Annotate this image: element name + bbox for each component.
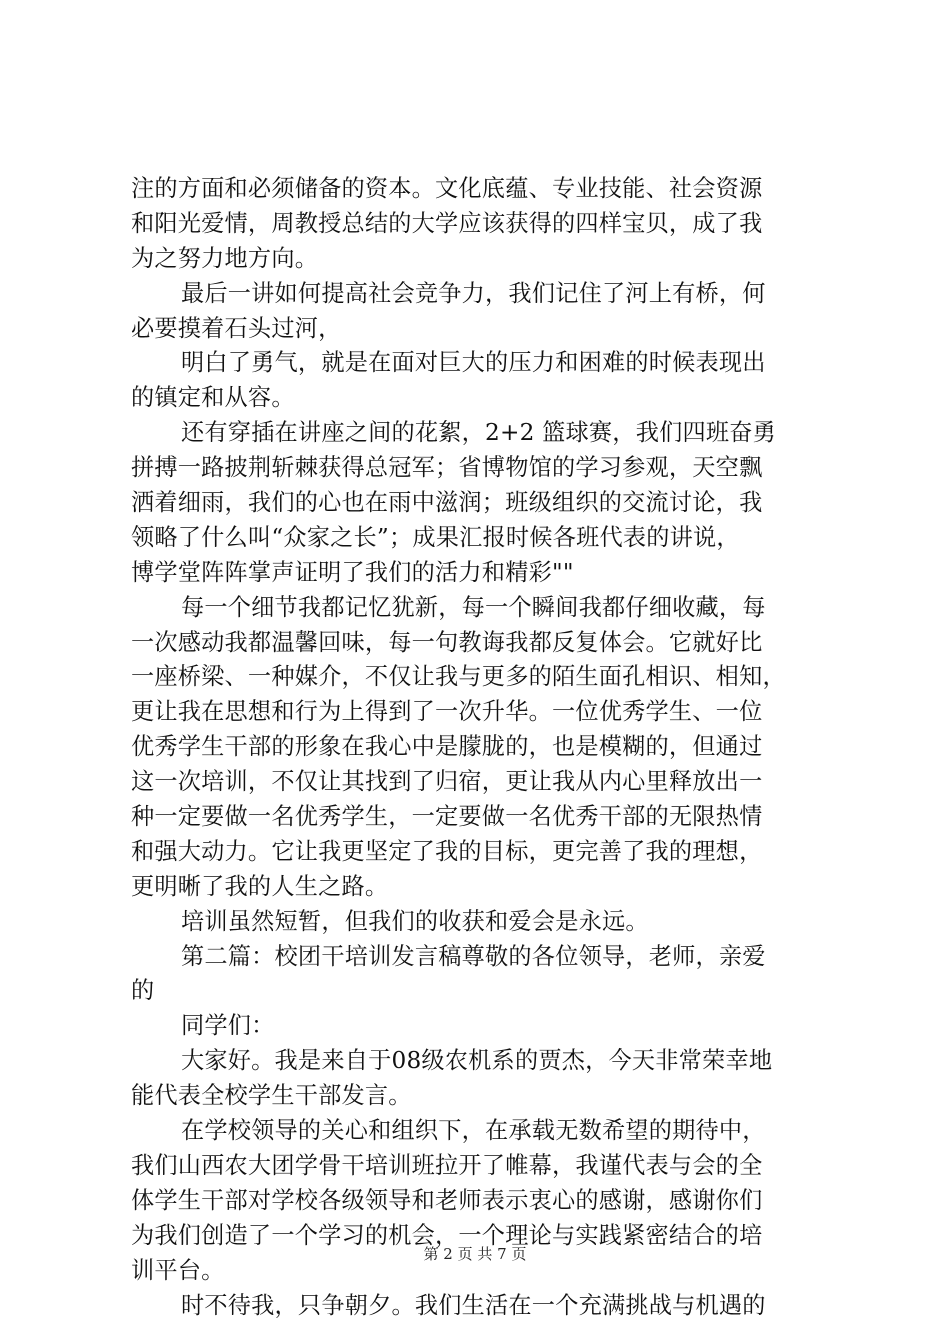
text-line: 和强大动力。它让我更坚定了我的目标，更完善了我的理想，: [131, 837, 763, 865]
text-line: 一座桥梁、一种媒介，不仅让我与更多的陌生面孔相识、相知，: [131, 663, 786, 691]
text-line: 的镇定和从容。: [131, 384, 295, 412]
text-line: 注的方面和必须储备的资本。文化底蕴、专业技能、社会资源: [131, 175, 763, 202]
text-line: 的: [131, 977, 155, 1005]
text-line: 和阳光爱情，周教授总结的大学应该获得的四样宝贝，成了我: [131, 209, 763, 237]
text-line: 在学校领导的关心和组织下，在承载无数希望的期待中，: [181, 1117, 766, 1145]
text-line: 训平台。: [131, 1256, 225, 1284]
text-line: 体学生干部对学校各级领导和老师表示衷心的感谢，感谢你们: [131, 1186, 763, 1214]
page-footer: 第 2 页 共 7 页: [423, 1245, 527, 1263]
text-line: 我们山西农大团学骨干培训班拉开了帷幕，我谨代表与会的全: [131, 1151, 763, 1179]
text-line: 领略了什么叫“众家之长”；成果汇报时候各班代表的讲说，: [131, 523, 740, 551]
text-line: 大家好。我是来自于08级农机系的贾杰，今天非常荣幸地: [181, 1047, 773, 1075]
text-line: 优秀学生干部的形象在我心中是朦胧的，也是模糊的，但通过: [131, 733, 763, 761]
text-line: 为之努力地方向。: [131, 244, 319, 272]
text-line: 还有穿插在讲座之间的花絮，2+2 篮球赛，我们四班奋勇: [181, 419, 777, 447]
text-line: 更明晰了我的人生之路。: [131, 872, 389, 900]
text-line: 更让我在思想和行为上得到了一次升华。一位优秀学生、一位: [131, 698, 763, 726]
text-line: 时不待我，只争朝夕。我们生活在一个充满挑战与机遇的: [181, 1291, 766, 1319]
text-line: 为我们创造了一个学习的机会，一个理论与实践紧密结合的培: [131, 1221, 763, 1249]
text-line: 一次感动我都温馨回味，每一句教诲我都反复体会。它就好比: [131, 628, 763, 656]
text-line: 种一定要做一名优秀学生，一定要做一名优秀干部的无限热情: [131, 803, 763, 831]
text-line: 第二篇：校团干培训发言稿尊敬的各位领导，老师，亲爱: [181, 942, 766, 970]
text-line: 每一个细节我都记忆犹新，每一个瞬间我都仔细收藏，每: [181, 593, 766, 621]
text-line: 博学堂阵阵掌声证明了我们的活力和精彩"": [131, 558, 574, 586]
text-line: 明白了勇气，就是在面对巨大的压力和困难的时候表现出: [181, 349, 766, 377]
text-line: 必要摸着石头过河，: [131, 314, 342, 342]
text-line: 培训虽然短暂，但我们的收获和爱会是永远。: [181, 907, 649, 935]
document-body: [131, 172, 831, 1323]
text-line: 这一次培训，不仅让其找到了归宿，更让我从内心里释放出一: [131, 768, 763, 796]
text-line: 最后一讲如何提高社会竞争力，我们记住了河上有桥，何: [181, 279, 766, 307]
text-line: 能代表全校学生干部发言。: [131, 1082, 412, 1110]
text-line: 洒着细雨，我们的心也在雨中滋润；班级组织的交流讨论，我: [131, 489, 763, 517]
text-line: 同学们：: [181, 1012, 275, 1040]
text-line: 拼搏一路披荆斩棘获得总冠军；省博物馆的学习参观，天空飘: [131, 454, 763, 482]
